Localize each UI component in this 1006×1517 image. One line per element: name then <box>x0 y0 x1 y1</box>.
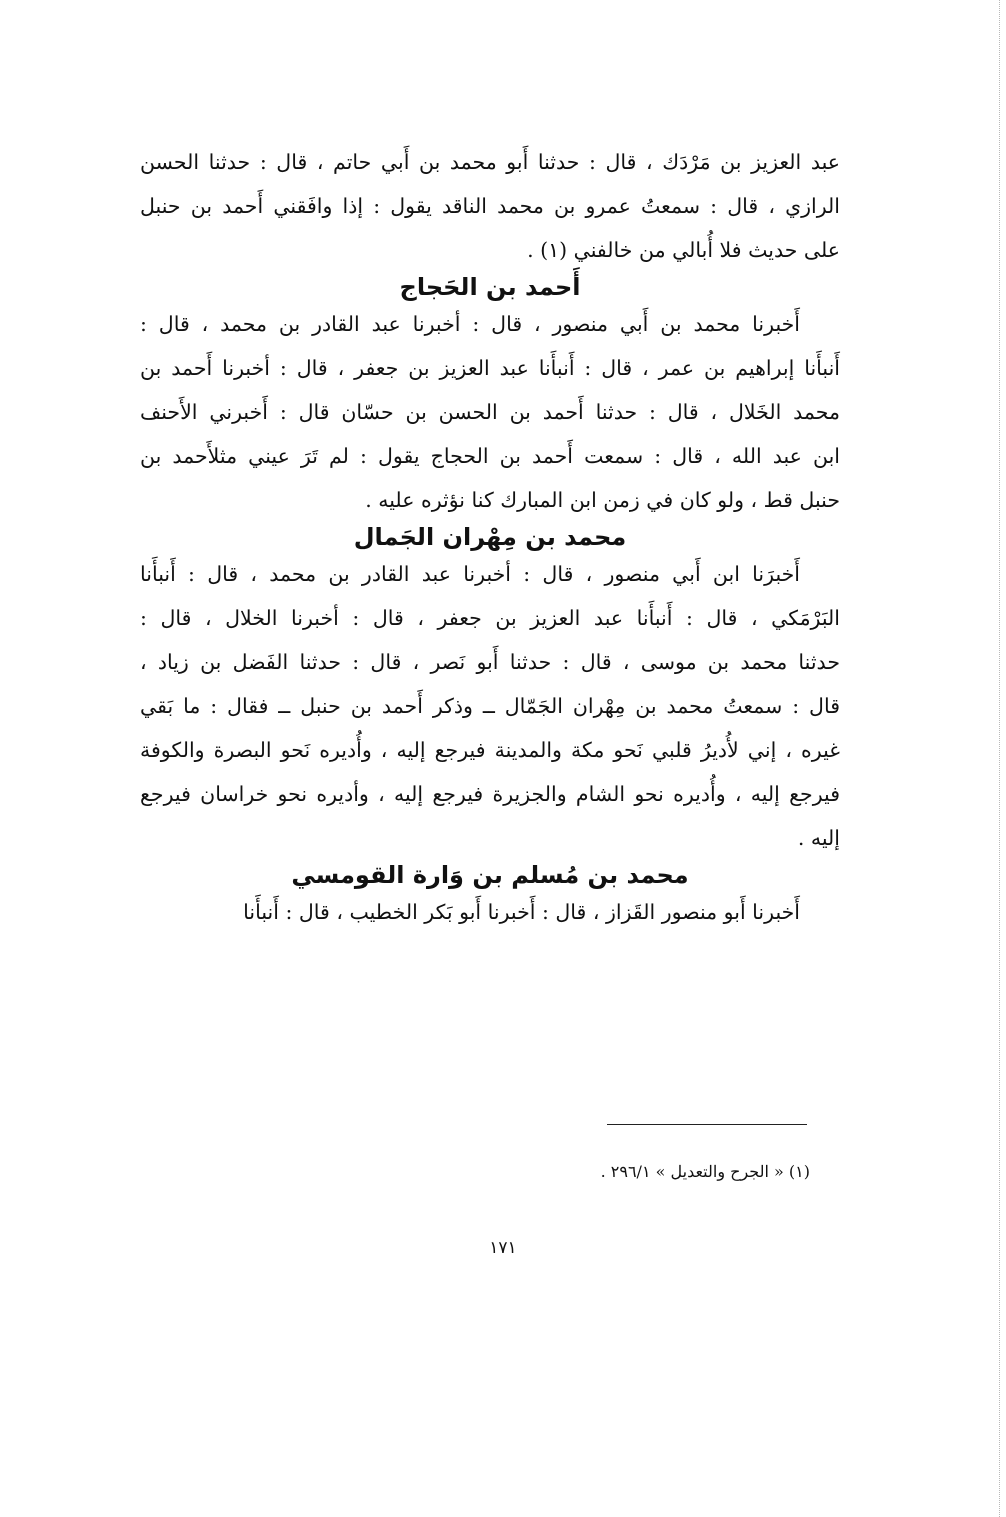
text-line: محمد الخَلال ، قال : حدثنا أَحمد بن الحسن بن حسّان قال : أَخبرني الأَحنف <box>140 400 840 424</box>
page-body <box>140 140 840 934</box>
page-number: ١٧١ <box>489 1238 517 1258</box>
text-line: قال : سمعتُ محمد بن مِهْران الجَمّال ــ وذكر أَحمد بن حنبل ــ فقال : ما بَقي <box>140 694 840 718</box>
section-heading-ahmad-ibn-al-hajjaj: أَحمد بن الحَجاج <box>399 273 581 301</box>
text-line: فيرجع إليه ، وأُديره نحو الشام والجزيرة فيرجع إليه ، وأديره نحو خراسان فيرجع <box>140 782 840 806</box>
section3-paragraph <box>140 890 840 934</box>
text-line: أَخبرَنا ابن أَبي منصور ، قال : أخبرنا عبد القادر بن محمد ، قال : أَنبأَنا <box>140 562 800 586</box>
text-line: إليه . <box>797 826 840 850</box>
text-line: أَنبأَنا إبراهيم بن عمر ، قال : أَنبأَنا عبد العزيز بن جعفر ، قال : أخبرنا أَحمد بن <box>140 356 840 380</box>
text-line: أَخبرنا محمد بن أَبي منصور ، قال : أخبرنا عبد القادر بن محمد ، قال : <box>140 312 800 336</box>
section-heading-muhammad-ibn-mihran: محمد بن مِهْران الجَمال <box>353 523 627 551</box>
text-line: حدثنا محمد بن موسى ، قال : حدثنا أَبو نَصر ، قال : حدثنا الفَضل بن زياد ، <box>140 650 840 674</box>
footnote: (١) « الجرح والتعديل » ٢٩٦/١ . <box>600 1162 810 1181</box>
text-line: ابن عبد الله ، قال : سمعت أَحمد بن الحجاج يقول : لم تَرَ عيني مثلأَحمد بن <box>140 444 840 468</box>
section2-paragraph <box>140 552 840 860</box>
section-heading-muhammad-ibn-muslim: محمد بن مُسلم بن وَارة القومسي <box>291 861 689 889</box>
text-line: على حديث فلا أُبالي من خالفني (١) . <box>527 238 840 262</box>
intro-paragraph <box>140 140 840 272</box>
text-line: الرازي ، قال : سمعتُ عمرو بن محمد الناقد يقول : إذا وافَقني أَحمد بن حنبل <box>140 194 840 218</box>
section1-paragraph <box>140 302 840 522</box>
text-line: حنبل قط ، ولو كان في زمن ابن المبارك كنا نؤثره عليه . <box>365 488 840 512</box>
text-line: غيره ، إني لأُديرُ قلبي نَحو مكة والمدينة فيرجع إليه ، وأُديره نَحو البصرة والكوفة <box>140 738 840 762</box>
text-line: أَخبرنا أَبو منصور القَزاز ، قال : أَخبرنا أَبو بَكر الخطيب ، قال : أَنبأَنا <box>243 900 800 924</box>
page-edge-dotted-line <box>999 0 1000 1517</box>
footnote-divider <box>607 1124 807 1125</box>
text-line: البَرْمَكي ، قال : أَنبأَنا عبد العزيز بن جعفر ، قال : أخبرنا الخلال ، قال : <box>140 606 840 630</box>
text-line: عبد العزيز بن مَرْدَك ، قال : حدثنا أَبو محمد بن أَبي حاتم ، قال : حدثنا الحسن <box>140 150 840 174</box>
